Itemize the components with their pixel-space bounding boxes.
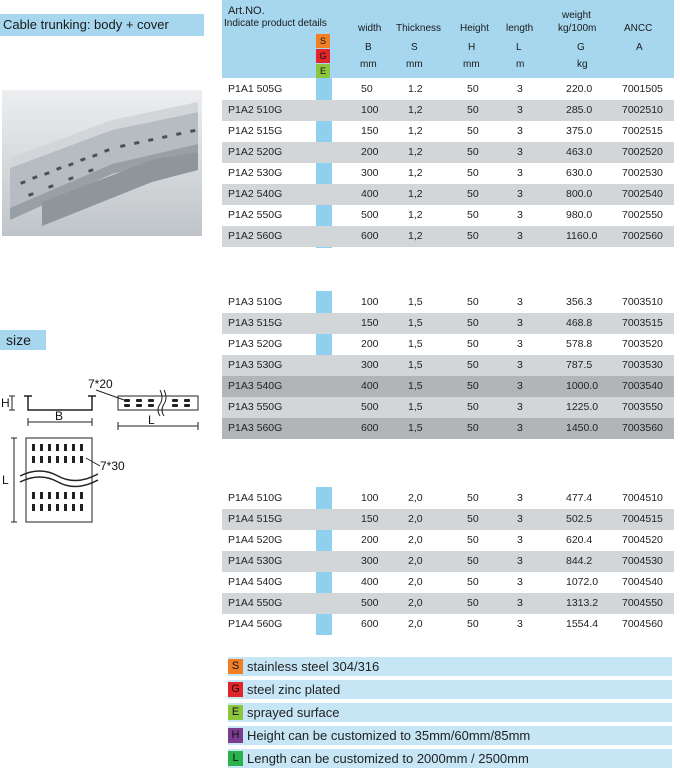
- cell-h: 50: [467, 125, 479, 137]
- table-row: [222, 163, 674, 184]
- cell-h: 50: [467, 296, 479, 308]
- legend-text: Length can be customized to 2000mm / 2500mm: [247, 751, 529, 766]
- header-symbol-s: S: [411, 42, 418, 53]
- cell-h: 50: [467, 104, 479, 116]
- cell-s: 1,2: [408, 209, 423, 221]
- cell-h: 50: [467, 146, 479, 158]
- size-heading: size: [0, 330, 46, 350]
- product-title: Cable trunking: body + cover: [0, 14, 204, 36]
- cell-g: 463.0: [566, 146, 593, 158]
- legend-item: [228, 726, 672, 745]
- cell-l: 3: [517, 146, 523, 158]
- cell-h: 50: [467, 359, 479, 371]
- cell-a: 7004530: [622, 555, 663, 567]
- header-symbol-h: H: [468, 42, 476, 53]
- cell-s: 1,2: [408, 188, 423, 200]
- cell-art: P1A3 510G: [228, 296, 283, 308]
- cell-g: 220.0: [566, 83, 593, 95]
- cell-b: 500: [361, 597, 379, 609]
- header-width: width: [358, 23, 382, 34]
- cell-g: 502.5: [566, 513, 593, 525]
- cell-l: 3: [517, 513, 523, 525]
- cell-a: 7003510: [622, 296, 663, 308]
- cell-l: 3: [517, 83, 523, 95]
- header-indicate: Indicate product details: [224, 18, 327, 29]
- table-row: [222, 355, 674, 376]
- table-row: [222, 142, 674, 163]
- cell-a: 7004515: [622, 513, 663, 525]
- cell-h: 50: [467, 576, 479, 588]
- cell-l: 3: [517, 380, 523, 392]
- cell-b: 400: [361, 576, 379, 588]
- cell-s: 1,5: [408, 380, 423, 392]
- cell-h: 50: [467, 422, 479, 434]
- header-unit-b: mm: [360, 59, 377, 70]
- cell-l: 3: [517, 125, 523, 137]
- cell-h: 50: [467, 534, 479, 546]
- cell-art: P1A3 530G: [228, 359, 283, 371]
- cell-a: 7003540: [622, 380, 663, 392]
- cell-l: 3: [517, 422, 523, 434]
- cell-g: 375.0: [566, 125, 593, 137]
- cell-a: 7003515: [622, 317, 663, 329]
- cell-g: 787.5: [566, 359, 593, 371]
- cell-g: 1313.2: [566, 597, 599, 609]
- cell-art: P1A2 520G: [228, 146, 283, 158]
- dim-label-h: H: [1, 396, 10, 410]
- cell-l: 3: [517, 597, 523, 609]
- table-row: [222, 292, 674, 313]
- cell-a: 7001505: [622, 83, 663, 95]
- cell-s: 2,0: [408, 534, 423, 546]
- header-unit-h: mm: [463, 59, 480, 70]
- cell-b: 100: [361, 492, 379, 504]
- header-height: Height: [460, 23, 489, 34]
- header-length: length: [506, 23, 534, 34]
- cell-art: P1A2 530G: [228, 167, 283, 179]
- cell-art: P1A4 520G: [228, 534, 283, 546]
- cell-b: 600: [361, 618, 379, 630]
- cell-h: 50: [467, 209, 479, 221]
- cell-a: 7003560: [622, 422, 663, 434]
- cell-a: 7002510: [622, 104, 663, 116]
- header-symbol-l: L: [516, 42, 522, 53]
- cell-s: 1,2: [408, 125, 423, 137]
- cell-a: 7004560: [622, 618, 663, 630]
- table-row: [222, 530, 674, 551]
- cell-h: 50: [467, 230, 479, 242]
- cell-s: 2,0: [408, 597, 423, 609]
- cell-art: P1A4 530G: [228, 555, 283, 567]
- dim-label-l-plan: L: [2, 473, 9, 487]
- cell-h: 50: [467, 83, 479, 95]
- header-symbol-a: A: [636, 42, 643, 53]
- cell-g: 356.3: [566, 296, 593, 308]
- table-row: [222, 509, 674, 530]
- table-row: [222, 184, 674, 205]
- cell-l: 3: [517, 104, 523, 116]
- legend-text: Height can be customized to 35mm/60mm/85mm: [247, 728, 531, 743]
- header-weight-unit: kg/100m: [558, 23, 597, 34]
- legend-key-chip: E: [228, 705, 243, 720]
- cable-tray-illustration: [2, 90, 202, 236]
- cell-s: 1,5: [408, 422, 423, 434]
- cell-l: 3: [517, 555, 523, 567]
- legend-key-chip: G: [228, 682, 243, 697]
- cell-g: 468.8: [566, 317, 593, 329]
- legend-item: [228, 749, 672, 768]
- cell-a: 7004520: [622, 534, 663, 546]
- cell-a: 7004540: [622, 576, 663, 588]
- cell-b: 500: [361, 209, 379, 221]
- cell-a: 7002520: [622, 146, 663, 158]
- cell-g: 844.2: [566, 555, 593, 567]
- cell-art: P1A3 520G: [228, 338, 283, 350]
- dim-label-l-side: L: [148, 413, 155, 427]
- table-row: [222, 593, 674, 614]
- cell-a: 7003550: [622, 401, 663, 413]
- cell-a: 7002560: [622, 230, 663, 242]
- cell-s: 1.2: [408, 83, 423, 95]
- cell-art: P1A4 510G: [228, 492, 283, 504]
- cell-b: 150: [361, 513, 379, 525]
- spec-table-group3: [222, 488, 674, 635]
- legend-text: stainless steel 304/316: [247, 659, 380, 674]
- table-row: [222, 418, 674, 439]
- cell-g: 1450.0: [566, 422, 599, 434]
- cell-h: 50: [467, 401, 479, 413]
- cell-a: 7002540: [622, 188, 663, 200]
- cell-art: P1A4 550G: [228, 597, 283, 609]
- legend-item: [228, 703, 672, 722]
- header-unit-s: mm: [406, 59, 423, 70]
- cell-g: 980.0: [566, 209, 593, 221]
- key-g-chip: G: [316, 49, 330, 63]
- cell-art: P1A3 540G: [228, 380, 283, 392]
- table-row: [222, 488, 674, 509]
- table-row: [222, 376, 674, 397]
- header-weight: weight: [562, 10, 591, 21]
- cell-art: P1A1 505G: [228, 83, 283, 95]
- header-thickness: Thickness: [396, 23, 442, 34]
- cell-h: 50: [467, 380, 479, 392]
- cell-l: 3: [517, 534, 523, 546]
- cell-l: 3: [517, 618, 523, 630]
- table-row: [222, 397, 674, 418]
- cell-b: 100: [361, 296, 379, 308]
- cell-s: 1,5: [408, 359, 423, 371]
- cell-s: 1,2: [408, 230, 423, 242]
- cell-g: 1225.0: [566, 401, 599, 413]
- cell-s: 2,0: [408, 576, 423, 588]
- cell-b: 50: [361, 83, 373, 95]
- header-ancc: ANCC: [624, 23, 653, 34]
- cell-g: 477.4: [566, 492, 593, 504]
- cell-a: 7003530: [622, 359, 663, 371]
- cell-art: P1A2 510G: [228, 104, 283, 116]
- cell-art: P1A2 560G: [228, 230, 283, 242]
- cell-b: 500: [361, 401, 379, 413]
- dimension-diagram: [0, 370, 220, 530]
- cell-s: 1,5: [408, 317, 423, 329]
- cell-h: 50: [467, 618, 479, 630]
- cell-h: 50: [467, 167, 479, 179]
- cell-l: 3: [517, 317, 523, 329]
- cell-l: 3: [517, 576, 523, 588]
- legend-key-chip: H: [228, 728, 243, 743]
- cell-b: 300: [361, 359, 379, 371]
- slot-size-side: 7*20: [88, 377, 113, 391]
- header-symbol-b: B: [365, 42, 372, 53]
- cell-art: P1A3 550G: [228, 401, 283, 413]
- cell-art: P1A4 560G: [228, 618, 283, 630]
- spec-table-group1: [222, 79, 674, 247]
- cell-h: 50: [467, 513, 479, 525]
- cell-b: 200: [361, 146, 379, 158]
- table-row: [222, 121, 674, 142]
- key-e-chip: E: [316, 64, 330, 78]
- legend-key-chip: L: [228, 751, 243, 766]
- cell-art: P1A3 515G: [228, 317, 283, 329]
- cell-b: 600: [361, 230, 379, 242]
- key-s-chip: S: [316, 34, 330, 48]
- cell-l: 3: [517, 167, 523, 179]
- cell-g: 800.0: [566, 188, 593, 200]
- cell-b: 600: [361, 422, 379, 434]
- table-row: [222, 313, 674, 334]
- table-row: [222, 572, 674, 593]
- cell-b: 400: [361, 380, 379, 392]
- header-artno: Art.NO.: [228, 5, 265, 17]
- cell-l: 3: [517, 209, 523, 221]
- cell-a: 7002550: [622, 209, 663, 221]
- cell-s: 1,5: [408, 338, 423, 350]
- cell-l: 3: [517, 492, 523, 504]
- header-symbol-g: G: [577, 42, 585, 53]
- cell-a: 7004510: [622, 492, 663, 504]
- dim-label-b: B: [55, 409, 64, 423]
- cell-s: 1,5: [408, 401, 423, 413]
- cell-b: 400: [361, 188, 379, 200]
- table-row: [222, 79, 674, 100]
- cell-art: P1A2 515G: [228, 125, 283, 137]
- slot-size-plan: 7*30: [100, 459, 125, 473]
- cell-g: 1160.0: [566, 230, 598, 242]
- cell-a: 7002515: [622, 125, 663, 137]
- cell-l: 3: [517, 296, 523, 308]
- cell-s: 2,0: [408, 618, 423, 630]
- header-unit-l: m: [516, 59, 525, 70]
- cell-h: 50: [467, 317, 479, 329]
- cell-h: 50: [467, 597, 479, 609]
- cell-b: 200: [361, 338, 379, 350]
- material-key-strip: [316, 34, 332, 78]
- cell-s: 2,0: [408, 513, 423, 525]
- cell-s: 1,2: [408, 146, 423, 158]
- cell-l: 3: [517, 338, 523, 350]
- cell-s: 1,2: [408, 104, 423, 116]
- cell-a: 7004550: [622, 597, 663, 609]
- product-photo: [2, 90, 202, 236]
- cell-g: 1554.4: [566, 618, 599, 630]
- legend-key-chip: S: [228, 659, 243, 674]
- cell-art: P1A4 540G: [228, 576, 283, 588]
- cell-g: 1000.0: [566, 380, 599, 392]
- cell-h: 50: [467, 555, 479, 567]
- cell-b: 200: [361, 534, 379, 546]
- cell-art: P1A2 540G: [228, 188, 283, 200]
- cell-art: P1A2 550G: [228, 209, 283, 221]
- legend-item: [228, 680, 672, 699]
- cell-l: 3: [517, 401, 523, 413]
- cell-g: 630.0: [566, 167, 593, 179]
- cell-h: 50: [467, 188, 479, 200]
- legend-text: sprayed surface: [247, 705, 340, 720]
- spec-table-group2: [222, 292, 674, 439]
- cell-g: 578.8: [566, 338, 593, 350]
- table-row: [222, 205, 674, 226]
- table-row: [222, 614, 674, 635]
- header-unit-g: kg: [577, 59, 588, 70]
- cell-g: 285.0: [566, 104, 593, 116]
- cell-s: 2,0: [408, 555, 423, 567]
- cell-a: 7003520: [622, 338, 663, 350]
- cell-s: 2,0: [408, 492, 423, 504]
- table-header: [222, 0, 674, 78]
- cell-a: 7002530: [622, 167, 663, 179]
- cell-b: 100: [361, 104, 379, 116]
- cell-s: 1,5: [408, 296, 423, 308]
- cell-g: 1072.0: [566, 576, 599, 588]
- legend-item: [228, 657, 672, 676]
- cell-b: 300: [361, 555, 379, 567]
- cell-h: 50: [467, 492, 479, 504]
- cell-b: 150: [361, 317, 379, 329]
- table-row: [222, 551, 674, 572]
- legend-text: steel zinc plated: [247, 682, 341, 697]
- cell-h: 50: [467, 338, 479, 350]
- cell-l: 3: [517, 230, 523, 242]
- table-row: [222, 334, 674, 355]
- cell-b: 300: [361, 167, 379, 179]
- table-row: [222, 226, 674, 247]
- cell-g: 620.4: [566, 534, 593, 546]
- cell-art: P1A4 515G: [228, 513, 283, 525]
- table-row: [222, 100, 674, 121]
- cell-l: 3: [517, 188, 523, 200]
- cell-b: 150: [361, 125, 379, 137]
- cell-s: 1,2: [408, 167, 423, 179]
- cell-l: 3: [517, 359, 523, 371]
- cell-art: P1A3 560G: [228, 422, 283, 434]
